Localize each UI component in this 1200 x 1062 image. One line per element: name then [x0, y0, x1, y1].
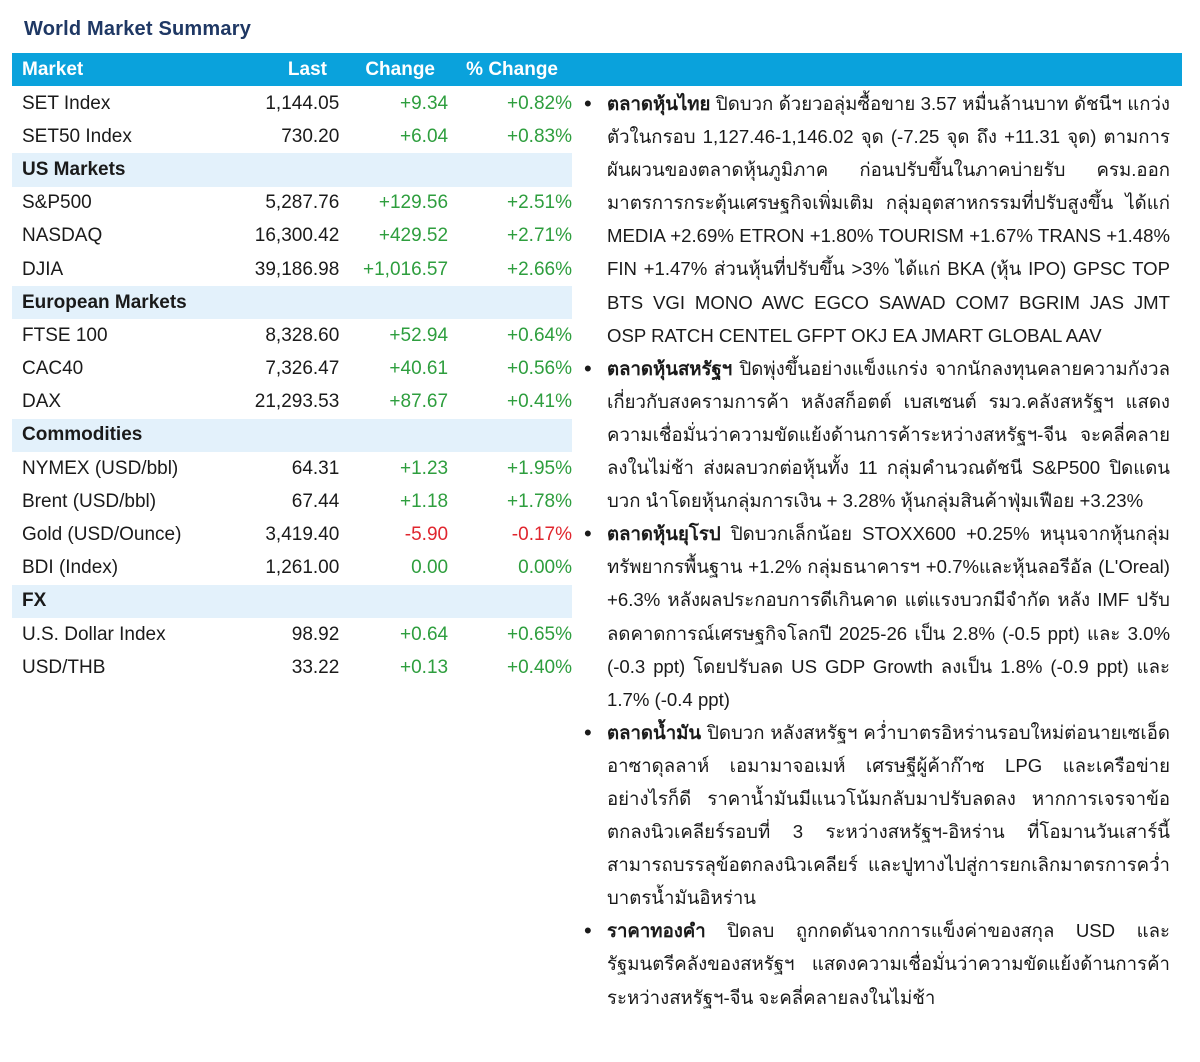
market-name: Gold (USD/Ounce): [22, 524, 182, 546]
market-name: CAC40: [22, 358, 84, 380]
market-name: Brent (USD/bbl): [22, 490, 157, 512]
last-value: 1,144.05: [265, 92, 340, 114]
last-value: 64.31: [291, 457, 340, 479]
pct-change-value: +1.78%: [507, 490, 572, 512]
last-value: 8,328.60: [265, 324, 340, 346]
last-value: 1,261.00: [265, 557, 340, 579]
market-name: NASDAQ: [22, 225, 103, 247]
market-name: U.S. Dollar Index: [22, 623, 166, 645]
commentary-text: ปิดพุ่งขึ้นอย่างแข็งแกร่ง จากนักลงทุนคลายความกังวลเกี่ยวกับสงครามการค้า หลังสก็อตต์ เบสเซนต์ รมว.คลังสหรัฐฯ แสดงความเชื่อมั่นว่าความขัดแย้งด้านการค้าระหว่างสหรัฐฯ-จีน จะคลี่คลายลงในไม่ช้า ส่งผลบวกต่อหุ้นทั้ง 11 กลุ่มคำนวณดัชนี S&P500 ปิดแดนบวก นำโดยหุ้นกลุ่มการเงิน + 3.28% หุ้นกลุ่มสินค้าฟุ่มเฟือย +3.23%: [607, 357, 1170, 512]
commentary-heading: ตลาดน้ำมัน: [607, 721, 702, 743]
table-row: [12, 485, 572, 518]
market-name: S&P500: [22, 192, 92, 214]
last-value: 16,300.42: [254, 225, 340, 247]
market-summary-table: [12, 87, 572, 684]
pct-change-value: +0.56%: [507, 358, 572, 380]
last-value: 67.44: [291, 490, 340, 512]
table-row: [12, 386, 572, 419]
market-name: NYMEX (USD/bbl): [22, 457, 179, 479]
section-label: FX: [12, 585, 572, 618]
table-row: [12, 120, 572, 153]
market-name: DAX: [22, 391, 62, 413]
table-row: [12, 319, 572, 352]
change-value: +52.94: [389, 324, 449, 346]
commentary-text: ปิดบวก ด้วยวอลุ่มซื้อขาย 3.57 หมื่นล้านบาท ดัชนีฯ แกว่งตัวในกรอบ 1,127.46-1,146.02 จุด (-7.25 จุด ถึง +11.31 จุด) ตามการผันผวนของตลาดหุ้นภูมิภาค ก่อนปรับขึ้นในภาคบ่ายรับ ครม.ออกมาตรการกระตุ้นเศรษฐกิจเพิ่มเติม กลุ่มอุตสาหกรรมที่ปรับสูงขึ้น ได้แก่ MEDIA +2.69% ETRON +1.80% TOURISM +1.67% TRANS +1.48% FIN +1.47% ส่วนหุ้นที่ปรับขึ้น >3% ได้แก่ BKA (หุ้น IPO) GPSC TOP BTS VGI MONO AWC EGCO SAWAD COM7 BGRIM JAS JMT OSP RATCH CENTEL GFPT OKJ EA JMART GLOBAL AAV: [607, 93, 1170, 346]
change-value: 0.00: [411, 557, 449, 579]
market-name: SET50 Index: [22, 125, 132, 147]
commentary-item: [582, 517, 1170, 716]
section-row: [12, 585, 572, 618]
section-row: [12, 153, 572, 186]
commentary-heading: ตลาดหุ้นไทย: [607, 93, 711, 114]
market-name: USD/THB: [22, 656, 106, 678]
pct-change-value: +0.83%: [507, 125, 572, 147]
pct-change-value: -0.17%: [511, 524, 572, 546]
last-value: 730.20: [281, 125, 340, 147]
change-value: +1.18: [400, 490, 449, 512]
change-value: +0.64: [400, 623, 449, 645]
commentary-text: ปิดบวก หลังสหรัฐฯ คว่ำบาตรอิหร่านรอบใหม่ต่อนายเซเอ็ดอาซาดุลลาห์ เอมามาจอเมห์ เศรษฐีผู้ค้าก๊าซ LPG และเครือข่าย อย่างไรก็ดี ราคาน้ำมันมีแนวโน้มกลับมาปรับลดลง หากการเจรจาข้อตกลงนิวเคลียร์รอบที่ 3 ระหว่างสหรัฐฯ-อิหร่าน ที่โอมานวันเสาร์นี้ สามารถบรรลุข้อตกลงนิวเคลียร์ และปูทางไปสู่การยกเลิกมาตรการคว่ำบาตรน้ำมันอิหร่าน: [607, 721, 1170, 909]
table-row: [12, 518, 572, 551]
table-header-bar: [12, 53, 1182, 86]
pct-change-value: +2.51%: [507, 192, 572, 214]
commentary-heading: ตลาดหุ้นยุโรป: [607, 523, 721, 545]
table-row: [12, 87, 572, 120]
market-name: DJIA: [22, 258, 64, 280]
pct-change-value: +0.65%: [507, 623, 572, 645]
table-row: [12, 353, 572, 386]
table-row: [12, 618, 572, 651]
last-value: 3,419.40: [265, 524, 340, 546]
pct-change-value: +0.40%: [507, 656, 572, 678]
commentary-item: [582, 914, 1170, 1013]
section-label: European Markets: [12, 286, 572, 319]
pct-change-value: +2.66%: [507, 258, 572, 280]
last-value: 5,287.76: [265, 192, 340, 214]
change-value: -5.90: [404, 524, 449, 546]
pct-change-value: +0.82%: [507, 92, 572, 114]
change-value: +9.34: [400, 92, 449, 114]
page-title: World Market Summary: [24, 18, 252, 40]
last-value: 39,186.98: [254, 258, 340, 280]
pct-change-value: 0.00%: [518, 557, 572, 579]
pct-change-value: +0.41%: [507, 391, 572, 413]
commentary-item: [582, 87, 1170, 352]
market-name: FTSE 100: [22, 324, 108, 346]
commentary-text: ปิดบวกเล็กน้อย STOXX600 +0.25% หนุนจากหุ้นกลุ่มทรัพยากรพื้นฐาน +1.2% กลุ่มธนาคารฯ +0.7%และหุ้นลอรีอัล (L'Oreal) +6.3% หลังผลประกอบการดีเกินคาด แต่แรงบวกมีจำกัด หลัง IMF ปรับลดคาดการณ์เศรษฐกิจโลกปี 2025-26 เป็น 2.8% (-0.5 ppt) และ 3.0% (-0.3 ppt) โดยปรับลด US GDP Growth ลงเป็น 1.8% (-0.9 ppt) และ 1.7% (-0.4 ppt): [607, 523, 1170, 710]
commentary-heading: ราคาทองคำ: [607, 920, 706, 942]
section-row: [12, 419, 572, 452]
commentary-heading: ตลาดหุ้นสหรัฐฯ: [607, 357, 733, 379]
column-header-last: Last: [287, 59, 327, 80]
last-value: 21,293.53: [254, 391, 340, 413]
table-row: [12, 253, 572, 286]
commentary-item: [582, 716, 1170, 915]
market-name: BDI (Index): [22, 557, 119, 579]
pct-change-value: +0.64%: [507, 324, 572, 346]
last-value: 98.92: [291, 623, 340, 645]
column-header-change: Change: [365, 59, 435, 80]
commentary-text: ปิดลบ ถูกกดดันจากการแข็งค่าของสกุล USD และรัฐมนตรีคลังของสหรัฐฯ แสดงความเชื่อมั่นว่าความขัดแย้งด้านการค้าระหว่างสหรัฐฯ-จีน จะคลี่คลายลงในไม่ช้า: [607, 920, 1170, 1008]
change-value: +129.56: [378, 192, 449, 214]
market-commentary: [582, 87, 1170, 1014]
table-row: [12, 651, 572, 684]
change-value: +0.13: [400, 656, 449, 678]
table-row: [12, 220, 572, 253]
change-value: +1,016.57: [363, 258, 449, 280]
pct-change-value: +2.71%: [507, 225, 572, 247]
table-row: [12, 452, 572, 485]
change-value: +1.23: [400, 457, 449, 479]
last-value: 7,326.47: [265, 358, 340, 380]
change-value: +87.67: [389, 391, 449, 413]
column-header-market: Market: [22, 59, 84, 80]
table-row: [12, 187, 572, 220]
commentary-item: [582, 352, 1170, 517]
section-row: [12, 286, 572, 319]
change-value: +429.52: [378, 225, 449, 247]
column-header-pct-change: % Change: [466, 59, 558, 80]
change-value: +6.04: [400, 125, 449, 147]
section-label: Commodities: [12, 419, 572, 452]
pct-change-value: +1.95%: [507, 457, 572, 479]
table-row: [12, 552, 572, 585]
section-label: US Markets: [12, 153, 572, 186]
change-value: +40.61: [389, 358, 449, 380]
last-value: 33.22: [291, 656, 340, 678]
market-name: SET Index: [22, 92, 111, 114]
